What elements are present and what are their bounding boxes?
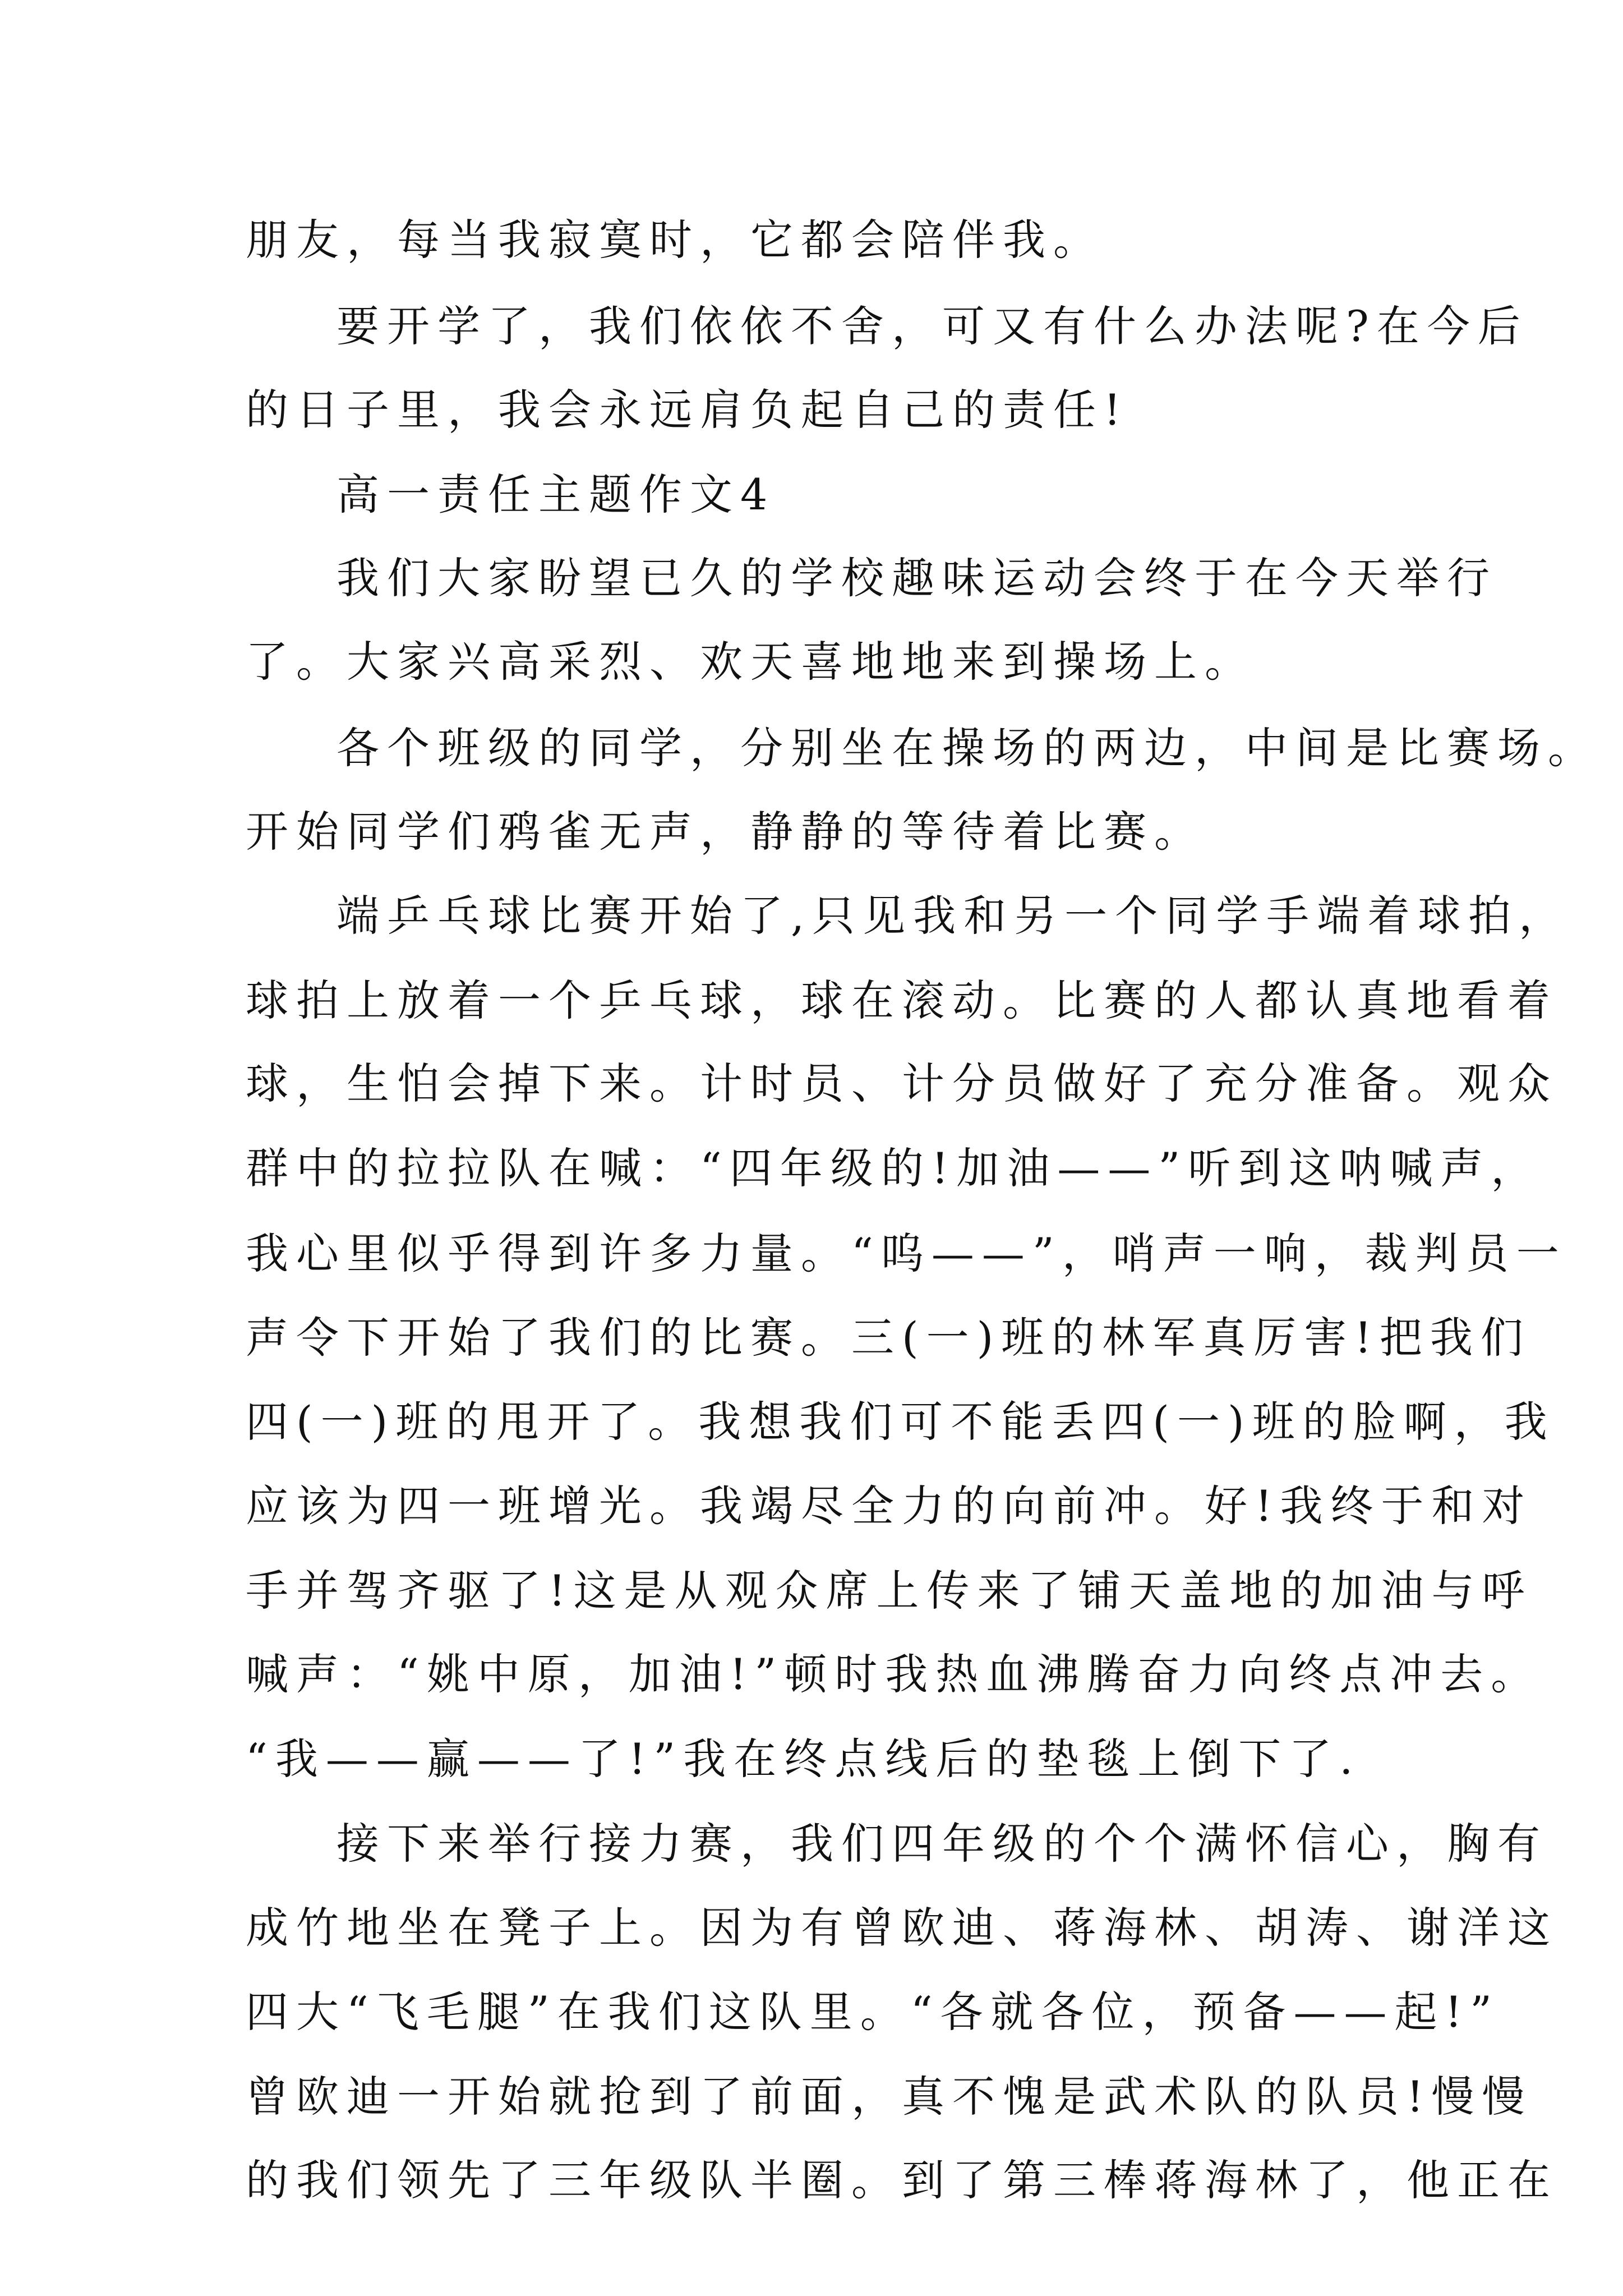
text-line: 群中的拉拉队在喊：“四年级的!加油——”听到这呐喊声， [246,1143,1542,1193]
text-line: 四(一)班的甩开了。我想我们可不能丢四(一)班的脸啊，我 [246,1397,1555,1447]
text-line: 成竹地坐在凳子上。因为有曾欧迪、蒋海林、胡涛、谢洋这 [246,1903,1558,1953]
text-line: 端乒乓球比赛开始了,只见我和另一个同学手端着球拍， [336,891,1570,941]
text-line: 我心里似乎得到许多力量。“呜——”，哨声一响，裁判员一 [246,1228,1567,1278]
text-line: 了。大家兴高采烈、欢天喜地地来到操场上。 [246,637,1255,687]
text-line: 接下来举行接力赛，我们四年级的个个满怀信心，胸有 [336,1819,1548,1869]
text-line: 喊声：“姚中原，加油!”顿时我热血沸腾奋力向终点冲去。 [246,1649,1542,1699]
text-line: 曾欧迪一开始就抢到了前面，真不愧是武术队的队员!慢慢 [246,2072,1533,2122]
text-line: 我们大家盼望已久的学校趣味运动会终于在今天举行 [336,553,1497,603]
text-line: 的日子里，我会永远肩负起自己的责任! [246,385,1129,435]
text-line: 各个班级的同学，分别坐在操场的两边，中间是比赛场。 [336,723,1598,773]
section-heading: 高一责任主题作文4 [336,470,776,519]
text-line: 的我们领先了三年级队半圈。到了第三棒蒋海林了，他正在 [246,2155,1558,2205]
text-line: 球拍上放着一个乒乓球，球在滚动。比赛的人都认真地看着 [246,976,1558,1025]
text-line: 应该为四一班增光。我竭尽全力的向前冲。好!我终于和对 [246,1481,1533,1531]
text-line: 要开学了，我们依依不舍，可又有什么办法呢?在今后 [336,301,1528,351]
text-line: 球，生怕会掉下来。计时员、计分员做好了充分准备。观众 [246,1059,1558,1108]
text-line: 手并驾齐驱了!这是从观众席上传来了铺天盖地的加油与呼 [246,1566,1533,1616]
text-line: 四大“飞毛腿”在我们这队里。“各就各位，预备——起!” [246,1987,1500,2037]
text-line: 声令下开始了我们的比赛。三(一)班的林军真厉害!把我们 [246,1313,1531,1363]
text-line: “我——赢——了!”我在终点线后的垫毯上倒下了. [246,1734,1361,1784]
text-line: 开始同学们鸦雀无声，静静的等待着比赛。 [246,807,1205,857]
text-line: 朋友，每当我寂寞时，它都会陪伴我。 [246,215,1104,265]
